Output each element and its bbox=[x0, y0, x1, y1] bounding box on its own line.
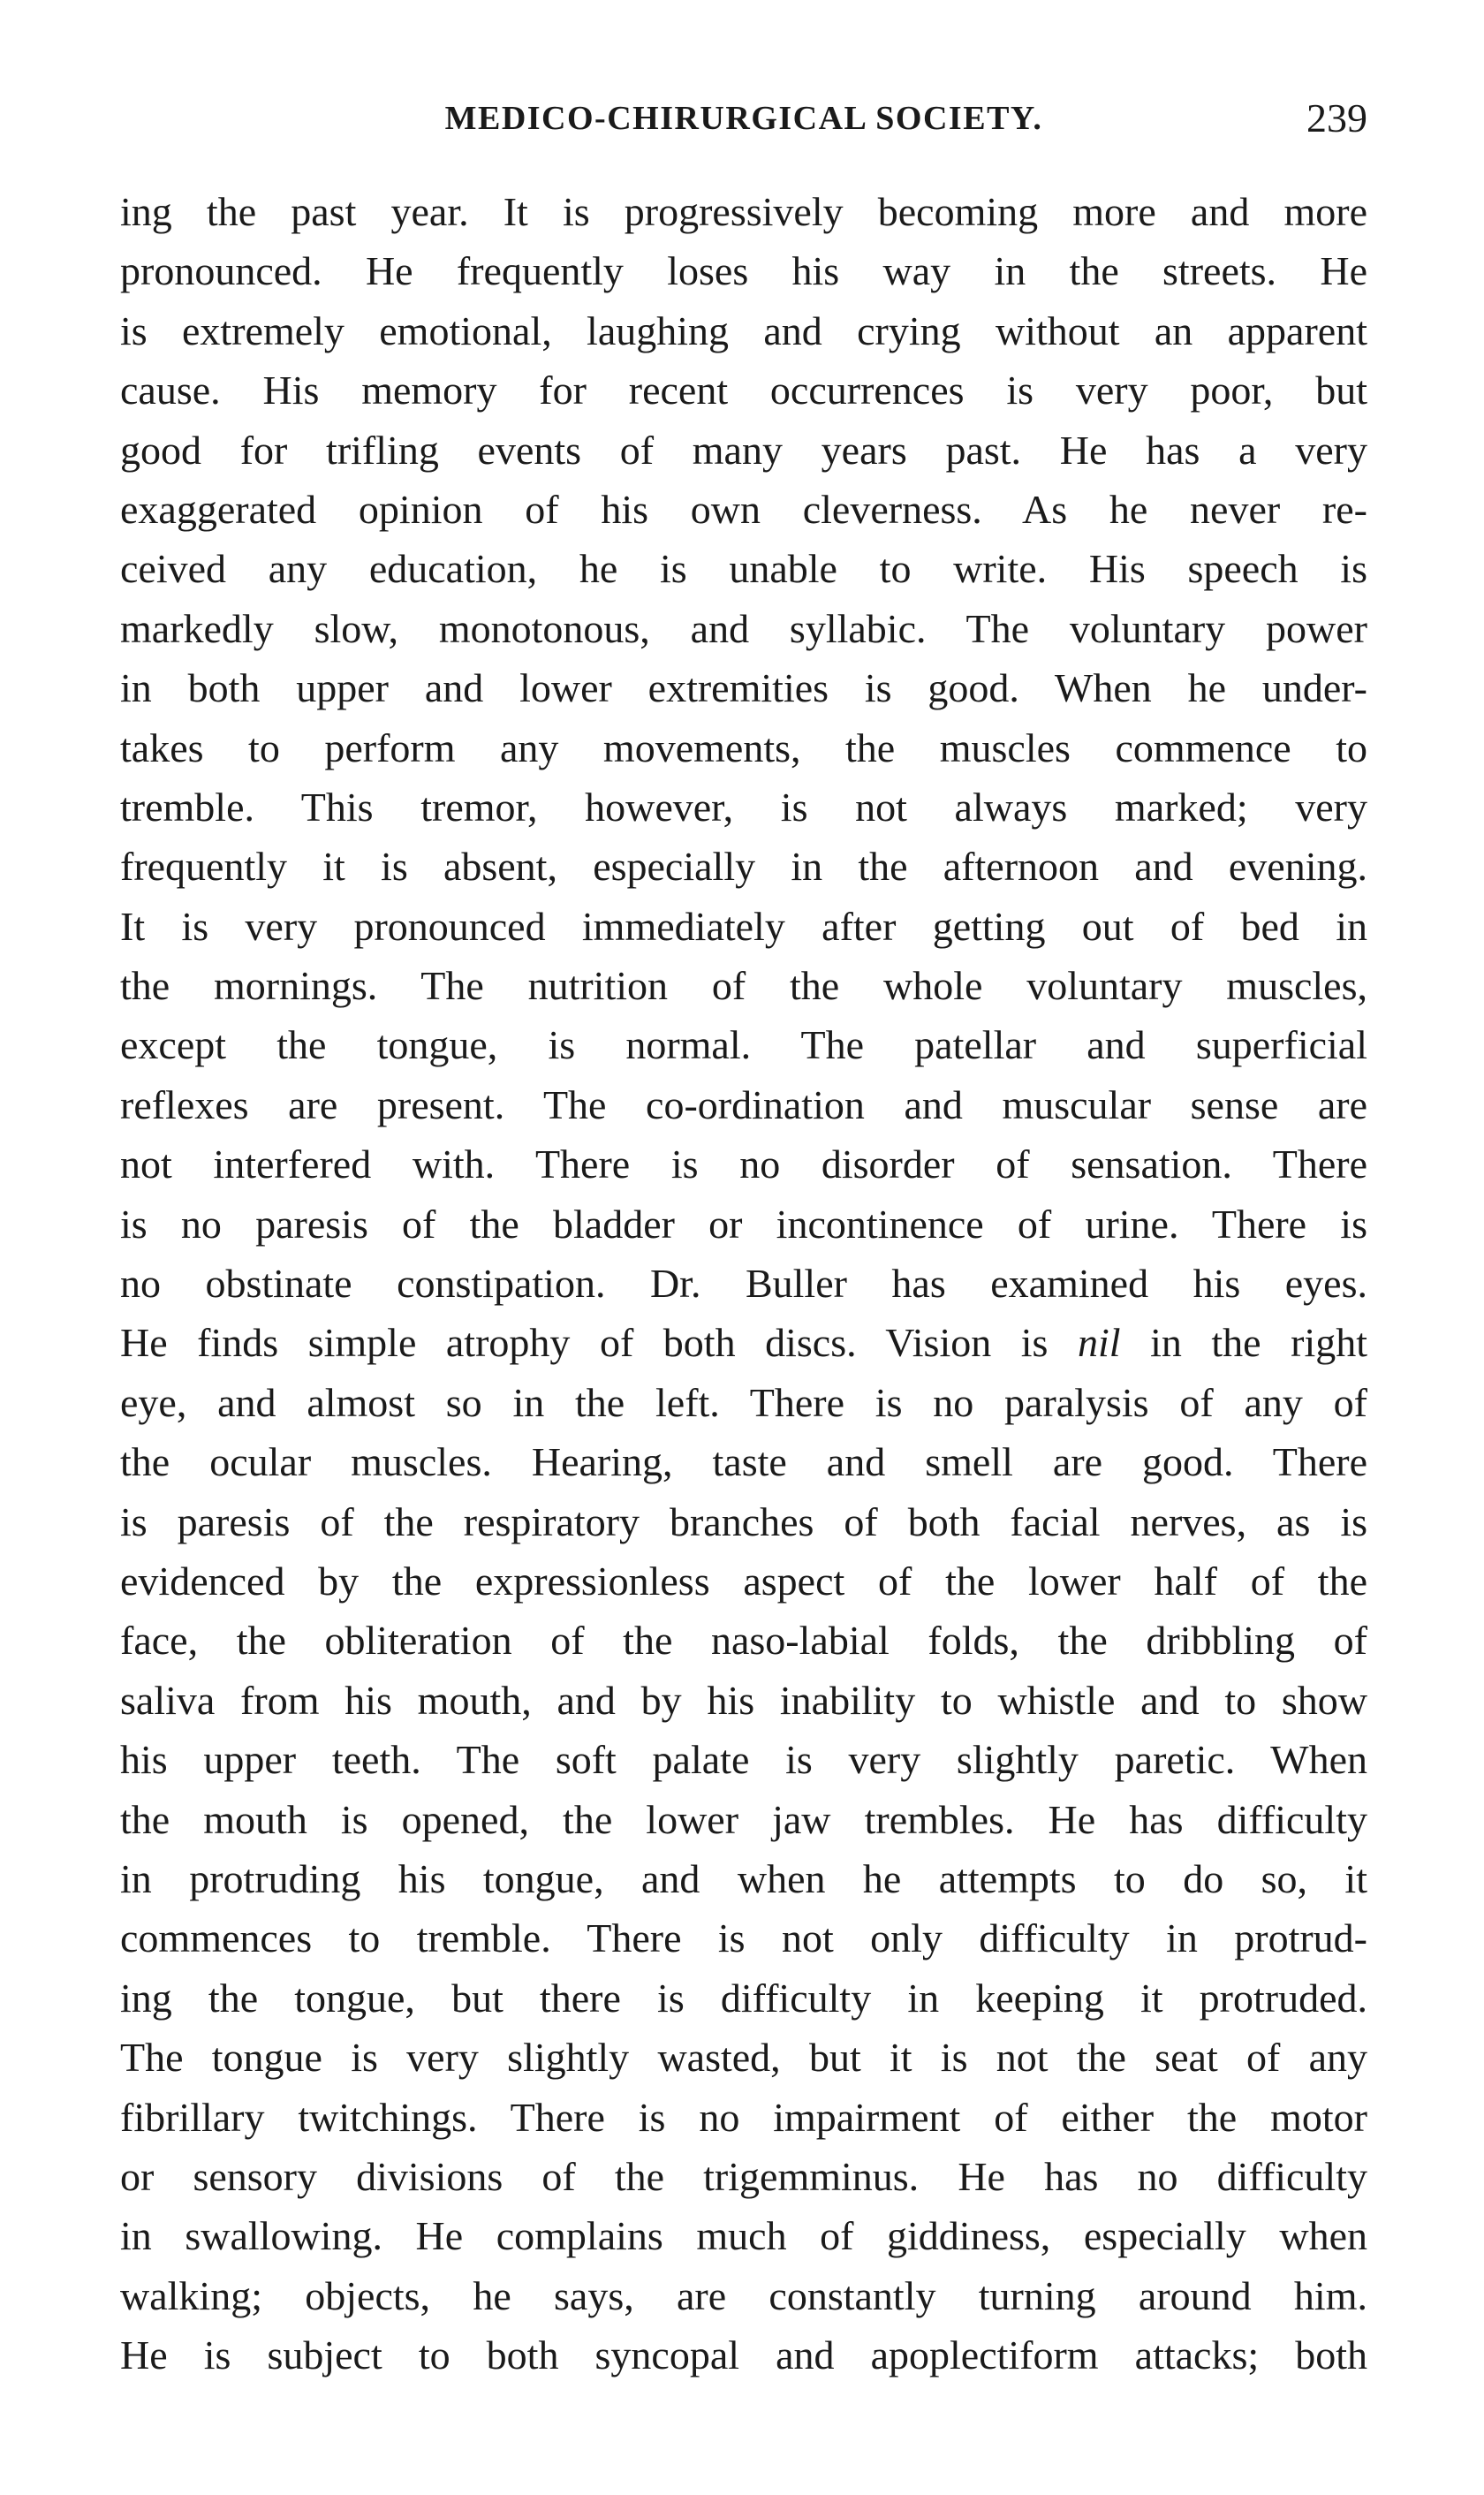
text-line: good for trifling events of many years past. He has a very bbox=[120, 427, 1367, 473]
text-line: evidenced by the expressionless aspect of the lower half of the bbox=[120, 1558, 1367, 1604]
text-line: cause. His memory for recent occurrences is very poor, but bbox=[120, 368, 1367, 413]
text-line: reflexes are present. The co-ordination and muscular sense are bbox=[120, 1081, 1367, 1127]
text-line: face, the obliteration of the naso-labial folds, the dribbling of bbox=[120, 1618, 1367, 1664]
text-line: ing the past year. It is progressively becoming more and more bbox=[120, 189, 1367, 234]
text-line: saliva from his mouth, and by his inability to whistle and to show bbox=[120, 1677, 1367, 1723]
body-text bbox=[120, 182, 1367, 2385]
text-line: his upper teeth. The soft palate is very slightly paretic. When bbox=[120, 1737, 1367, 1783]
text-line: exaggerated opinion of his own cleverness. As he never re- bbox=[120, 486, 1367, 532]
text-line: pronounced. He frequently loses his way in the streets. He bbox=[120, 248, 1367, 294]
text-segment: He finds simple atrophy of both discs. Vision is bbox=[120, 1320, 1078, 1366]
text-line: in both upper and lower extremities is good. When he under- bbox=[120, 665, 1367, 711]
text-line: ceived any education, he is unable to write. His speech is bbox=[120, 546, 1367, 592]
text-line: walking; objects, he says, are constantly turning around him. bbox=[120, 2272, 1367, 2318]
text-line: not interfered with. There is no disorder of sensation. There bbox=[120, 1141, 1367, 1187]
text-line: ing the tongue, but there is difficulty in keeping it protruded. bbox=[120, 1975, 1367, 2021]
text-segment: in the right bbox=[1120, 1320, 1367, 1366]
italic-word: nil bbox=[1077, 1320, 1121, 1366]
text-line: fibrillary twitchings. There is no impairment of either the motor bbox=[120, 2094, 1367, 2140]
running-head: MEDICO-CHIRURGICAL SOCIETY. bbox=[444, 100, 1043, 137]
text-line: in swallowing. He complains much of giddiness, especially when bbox=[120, 2213, 1367, 2259]
page-header bbox=[120, 92, 1367, 145]
text-line: tremble. This tremor, however, is not always marked; very bbox=[120, 784, 1367, 830]
text-line bbox=[120, 1313, 1367, 1372]
text-line: the mouth is opened, the lower jaw trembles. He has difficulty bbox=[120, 1796, 1367, 1842]
text-line: the ocular muscles. Hearing, taste and smell are good. There bbox=[120, 1439, 1367, 1485]
text-line: takes to perform any movements, the muscles commence to bbox=[120, 724, 1367, 770]
text-line: or sensory divisions of the trigemminus. He has no difficulty bbox=[120, 2153, 1367, 2199]
text-line: is extremely emotional, laughing and crying without an apparent bbox=[120, 307, 1367, 353]
text-line: except the tongue, is normal. The patellar and superficial bbox=[120, 1022, 1367, 1068]
text-line: commences to tremble. There is not only difficulty in protrud- bbox=[120, 1915, 1367, 1961]
text-line: It is very pronounced immediately after getting out of bed in bbox=[120, 903, 1367, 949]
text-line: markedly slow, monotonous, and syllabic. The voluntary power bbox=[120, 605, 1367, 651]
text-line: frequently it is absent, especially in the afternoon and evening. bbox=[120, 844, 1367, 890]
text-line: eye, and almost so in the left. There is no paralysis of any of bbox=[120, 1379, 1367, 1425]
page-number: 239 bbox=[1306, 95, 1367, 140]
text-line: no obstinate constipation. Dr. Buller has examined his eyes. bbox=[120, 1261, 1367, 1307]
text-line: in protruding his tongue, and when he attempts to do so, it bbox=[120, 1855, 1367, 1901]
text-line: is no paresis of the bladder or incontinence of urine. There is bbox=[120, 1201, 1367, 1247]
text-line: the mornings. The nutrition of the whole voluntary muscles, bbox=[120, 963, 1367, 1009]
text-line: He is subject to both syncopal and apoplectiform attacks; both bbox=[120, 2332, 1367, 2378]
text-line: is paresis of the respiratory branches of both facial nerves, as is bbox=[120, 1498, 1367, 1544]
text-line: The tongue is very slightly wasted, but it is not the seat of any bbox=[120, 2035, 1367, 2081]
